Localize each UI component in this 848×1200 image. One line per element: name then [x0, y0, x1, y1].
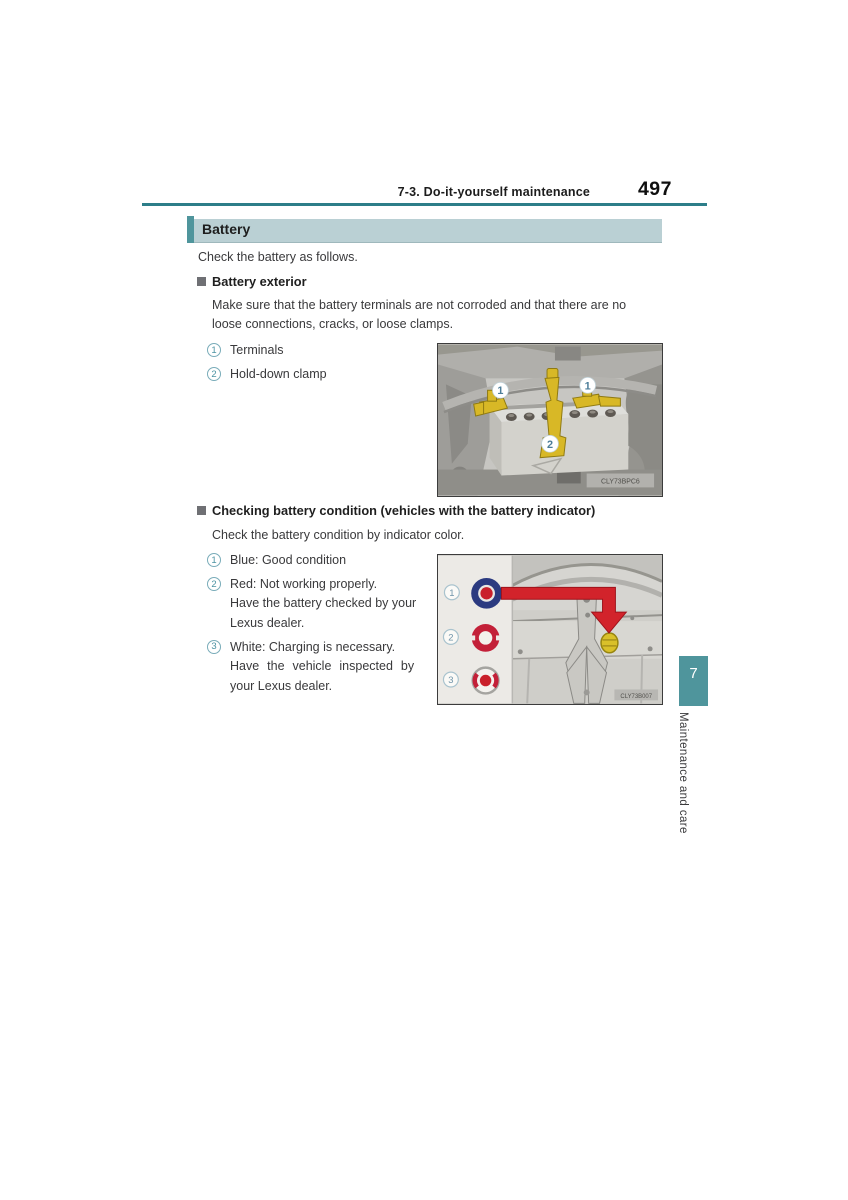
- intro-text: Check the battery as follows.: [198, 250, 358, 264]
- battery-indicator-photo: [437, 554, 663, 705]
- chapter-label-vertical: Maintenance and care: [677, 712, 689, 834]
- callout-terminal-right: 1: [584, 380, 591, 393]
- list-item-text: Have the battery checked by your: [230, 596, 417, 611]
- list-item-text: Blue: Good condition: [230, 553, 347, 567]
- engine-bay-illustration: [438, 344, 662, 496]
- callout-indicator-red: 2: [448, 631, 454, 643]
- chapter-number: 7: [689, 665, 698, 682]
- list-item-text: Lexus dealer.: [230, 615, 305, 630]
- callout-terminal-left: 1: [497, 385, 504, 398]
- square-bullet-icon: [197, 277, 206, 286]
- list-item: [207, 638, 439, 696]
- subsection-heading-battery-condition: [197, 503, 595, 518]
- battery-exterior-paragraph: [212, 296, 672, 335]
- circled-number-icon: 2: [207, 577, 221, 591]
- list-item: [207, 365, 327, 384]
- paragraph-line: Make sure that the battery terminals are not corroded and that there are no: [212, 298, 627, 312]
- section-title-accent: [187, 216, 194, 243]
- section-title: Battery: [202, 221, 251, 237]
- paragraph-line: loose connections, cracks, or loose clamps.: [212, 317, 454, 332]
- circled-number-icon: 1: [207, 553, 221, 567]
- header-divider: [142, 203, 707, 206]
- list-item: [207, 575, 439, 633]
- square-bullet-icon: [197, 506, 206, 515]
- list-item: [207, 341, 327, 360]
- list-item-text: Terminals: [230, 343, 284, 357]
- circled-number-icon: 1: [207, 343, 221, 357]
- callout-indicator-blue: 1: [449, 586, 455, 598]
- list-item-text: Hold-down clamp: [230, 367, 327, 381]
- battery-condition-paragraph: [212, 526, 672, 545]
- callout-clamp: 2: [546, 438, 554, 451]
- circled-number-icon: 3: [207, 640, 221, 654]
- list-item-text: Red: Not working properly.: [230, 577, 378, 591]
- list-item: [207, 551, 439, 570]
- battery-indicator-illustration: [438, 555, 662, 704]
- battery-exterior-photo: [437, 343, 663, 497]
- breadcrumb-section-label: 7-3. Do-it-yourself maintenance: [397, 185, 590, 199]
- list-item-text: Have the vehicle inspected by: [230, 659, 415, 674]
- battery-exterior-list: [207, 341, 327, 389]
- circled-number-icon: 2: [207, 367, 221, 381]
- page-number: 497: [637, 178, 672, 200]
- list-item-text: White: Charging is necessary.: [230, 639, 396, 654]
- figure-watermark: CLY73BPC6: [601, 478, 640, 486]
- section-title-bar: [187, 219, 662, 243]
- callout-indicator-white: 3: [448, 674, 454, 686]
- list-item-text: your Lexus dealer.: [230, 678, 333, 693]
- figure-watermark: CLY73B007: [620, 693, 653, 700]
- battery-condition-list: [207, 551, 439, 701]
- chapter-tab: [679, 656, 708, 706]
- subsection-heading-label: Battery exterior: [212, 274, 307, 289]
- subsection-heading-battery-exterior: [197, 274, 307, 289]
- paragraph-line: Check the battery condition by indicator color.: [212, 528, 465, 542]
- subsection-heading-label: Checking battery condition (vehicles with the battery indicator): [212, 503, 596, 518]
